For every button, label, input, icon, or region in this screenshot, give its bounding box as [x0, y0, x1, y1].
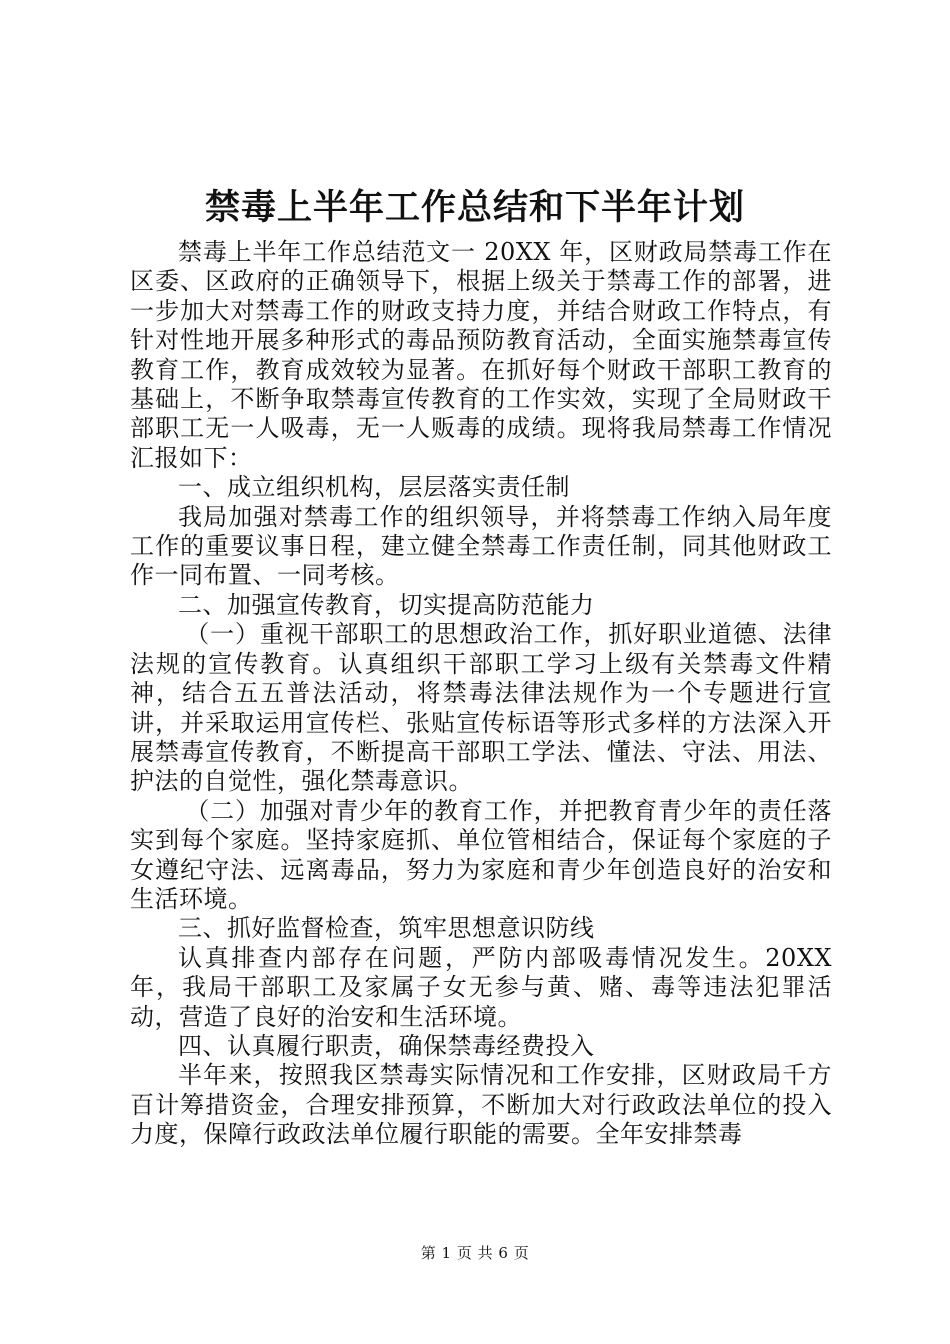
document-title: 禁毒上半年工作总结和下半年计划	[204, 188, 745, 228]
paragraph-intro: 禁毒上半年工作总结范文一 20XX 年，区财政局禁毒工作在区委、区政府的正确领导下，根据上级关于禁毒工作的部署，进一步加大对禁毒工作的财政支持力度，并结合财政工作特点，有针对性地开展多种形式的毒品预防教育活动，全面实施禁毒宣传教育工作，教育成效较为显著。在抓好每个财政干部职工教育的基础上，不断争取禁毒宣传教育的工作实效，实现了全局财政干部职工无一人吸毒，无一人贩毒的成绩。现将我局禁毒工作情况汇报如下：	[130, 238, 832, 472]
section-heading-4: 四、认真履行职责，确保禁毒经费投入	[178, 1031, 595, 1060]
section-heading-1: 一、成立组织机构，层层落实责任制	[178, 473, 570, 502]
paragraph-section-1: 我局加强对禁毒工作的组织领导，并将禁毒工作纳入局年度工作的重要议事日程，建立健全禁毒工作责任制，同其他财政工作一同布置、一同考核。	[130, 502, 832, 590]
paragraph-section-3: 认真排查内部存在问题，严防内部吸毒情况发生。20XX 年，我局干部职工及家属子女无参与黄、赌、毒等违法犯罪活动，营造了良好的治安和生活环境。	[130, 943, 832, 1031]
page-footer: 第 1 页 共 6 页	[420, 1244, 530, 1262]
section-heading-2: 二、加强宣传教育，切实提高防范能力	[178, 590, 595, 619]
section-heading-3: 三、抓好监督检查，筑牢思想意识防线	[178, 914, 595, 943]
paragraph-section-2-item-2: （二）加强对青少年的教育工作，并把教育青少年的责任落实到每个家庭。坚持家庭抓、单位管相结合，保证每个家庭的子女遵纪守法、远离毒品，努力为家庭和青少年创造良好的治安和生活环境。	[130, 796, 832, 913]
paragraph-section-2-item-1: （一）重视干部职工的思想政治工作，抓好职业道德、法律法规的宣传教育。认真组织干部职工学习上级有关禁毒文件精神，结合五五普法活动，将禁毒法律法规作为一个专题进行宣讲，并采取运用宣传栏、张贴宣传标语等形式多样的方法深入开展禁毒宣传教育，不断提高干部职工学法、懂法、守法、用法、护法的自觉性，强化禁毒意识。	[130, 620, 832, 796]
paragraph-section-4: 半年来，按照我区禁毒实际情况和工作安排，区财政局千方百计筹措资金，合理安排预算，不断加大对行政政法单位的投入力度，保障行政政法单位履行职能的需要。全年安排禁毒	[130, 1061, 832, 1149]
document-body	[130, 238, 832, 1150]
